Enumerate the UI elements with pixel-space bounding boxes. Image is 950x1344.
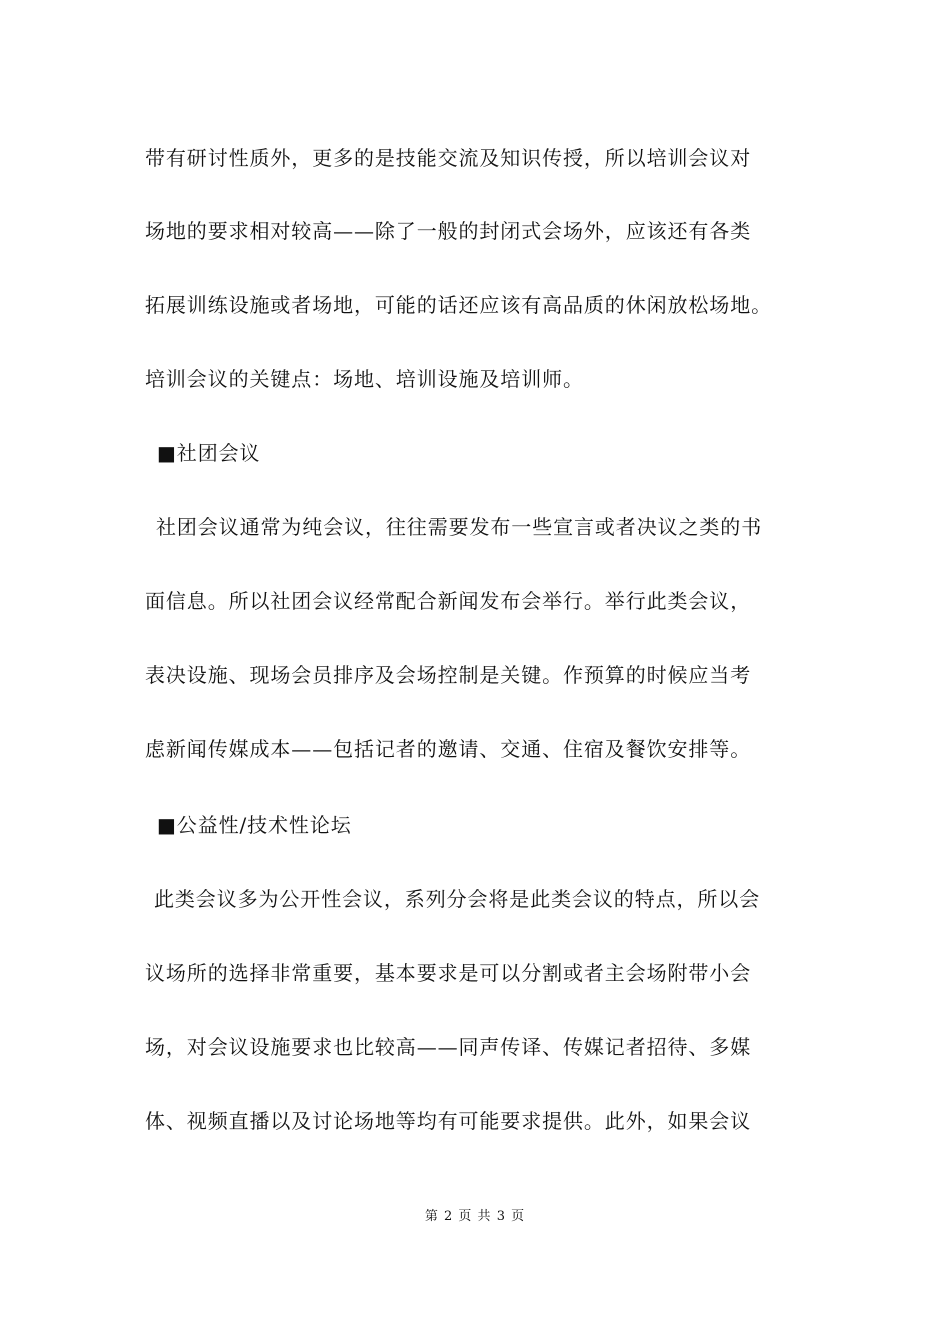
paragraph-line: 带有研讨性质外，更多的是技能交流及知识传授，所以培训会议对 xyxy=(145,146,752,170)
paragraph-line: 表决设施、现场会员排序及会场控制是关键。作预算的时候应当考 xyxy=(145,663,752,687)
page-number-footer: 第 2 页 共 3 页 xyxy=(424,1209,526,1224)
paragraph-line: 面信息。所以社团会议经常配合新闻发布会举行。举行此类会议， xyxy=(145,589,752,613)
paragraph-line: 虑新闻传媒成本——包括记者的邀请、交通、住宿及餐饮安排等。 xyxy=(145,737,752,761)
paragraph-line: 此类会议多为公开性会议，系列分会将是此类会议的特点，所以会 xyxy=(154,887,761,911)
paragraph-line: 议场所的选择非常重要，基本要求是可以分割或者主会场附带小会 xyxy=(145,961,752,985)
paragraph-line: 拓展训练设施或者场地，可能的话还应该有高品质的休闲放松场地。 xyxy=(145,293,772,317)
paragraph-line: 社团会议通常为纯会议，往往需要发布一些宣言或者决议之类的书 xyxy=(156,515,763,539)
section-heading: ■公益性/技术性论坛 xyxy=(157,813,352,837)
paragraph-line: 体、视频直播以及讨论场地等均有可能要求提供。此外，如果会议 xyxy=(145,1109,752,1133)
paragraph-line: 场地的要求相对较高——除了一般的封闭式会场外，应该还有各类 xyxy=(145,219,752,243)
paragraph-line: 场，对会议设施要求也比较高——同声传译、传媒记者招待、多媒 xyxy=(145,1035,752,1059)
paragraph-line: 培训会议的关键点：场地、培训设施及培训师。 xyxy=(145,367,584,391)
section-heading: ■社团会议 xyxy=(157,441,261,465)
